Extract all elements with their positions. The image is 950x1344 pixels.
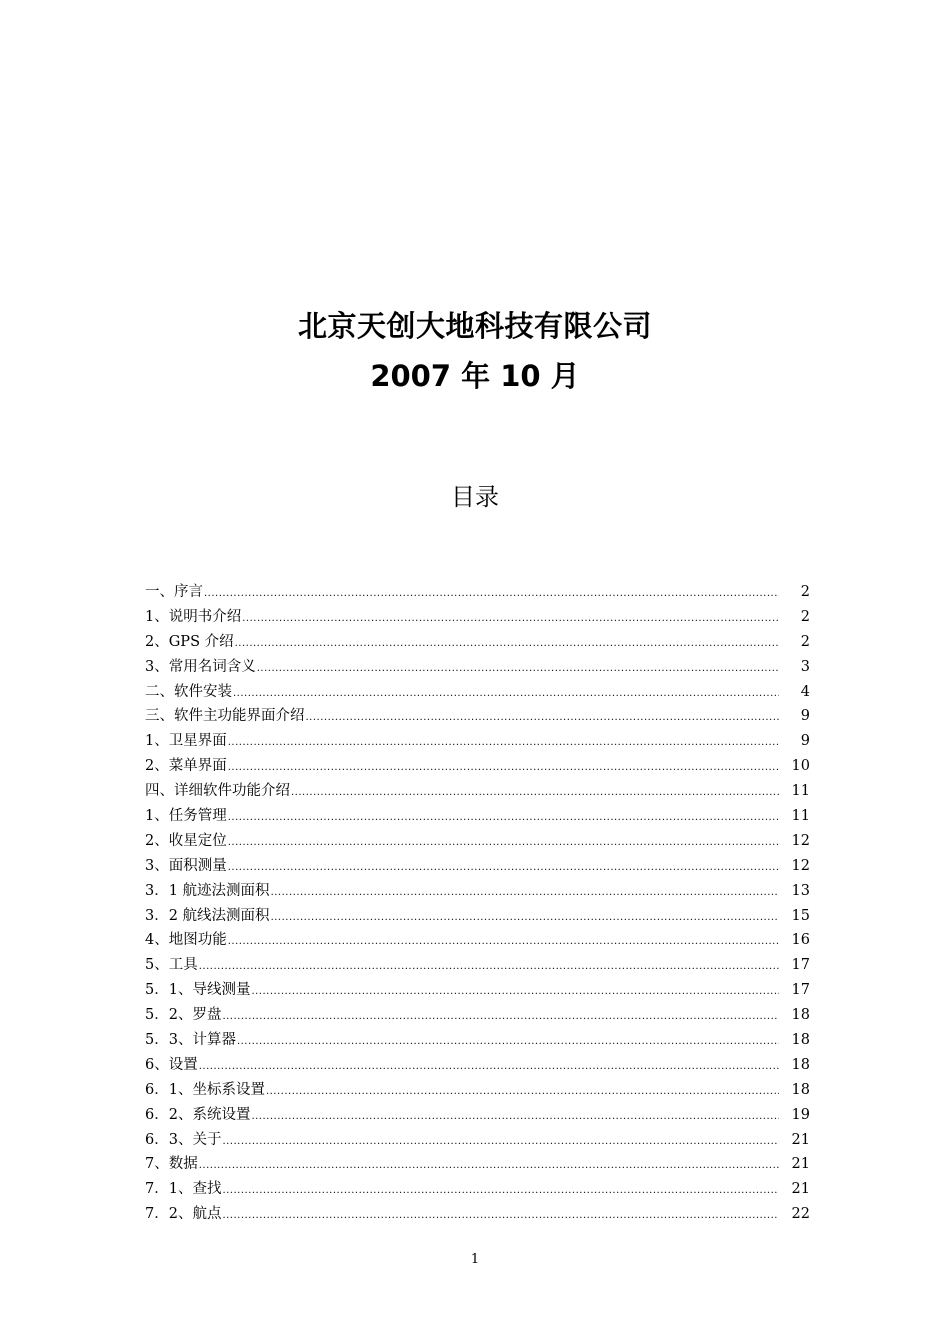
toc-dot-leader [228,806,779,831]
toc-entry-page: 2 [800,584,810,600]
toc-dot-leader [242,607,779,632]
toc-entry[interactable] [145,1128,810,1153]
toc-entry-page: 17 [791,982,810,999]
toc-entry-page: 15 [791,907,810,924]
toc-title: 目录 [451,483,499,511]
toc-entry-page: 9 [800,733,810,750]
toc-dot-leader [204,582,779,607]
toc-dot-leader [306,706,780,731]
toc-entry[interactable] [145,854,810,879]
toc-entry[interactable] [145,580,810,605]
toc-dot-leader [266,1080,779,1105]
toc-entry-page: 18 [791,1056,810,1073]
publication-date: 2007 年 10 月 [370,359,580,393]
toc-entry-page: 21 [791,1131,810,1148]
toc-entry-label: 6．2、系统设置 [145,1106,251,1123]
toc-entry[interactable] [145,804,810,829]
toc-dot-leader [291,781,779,806]
toc-dot-leader [222,1130,779,1155]
toc-dot-leader [199,1154,779,1179]
toc-entry-page: 21 [791,1156,810,1173]
toc-dot-leader [222,1179,779,1204]
toc-entry-page: 18 [791,1007,810,1024]
toc-entry-page: 22 [791,1206,810,1223]
toc-dot-leader [199,955,779,980]
company-name: 北京天创大地科技有限公司 [297,309,652,343]
toc-entry[interactable] [145,1103,810,1128]
toc-entry-page: 11 [791,808,810,825]
toc-entry[interactable] [145,1003,810,1028]
toc-entry-label: 6．1、坐标系设置 [145,1081,265,1098]
toc-entry[interactable] [145,754,810,779]
toc-entry-page: 4 [800,683,810,700]
toc-entry-label: 7．2、航点 [145,1206,222,1223]
toc-entry[interactable] [145,1028,810,1053]
toc-entry-page: 13 [791,882,810,899]
toc-entry[interactable] [145,1078,810,1103]
toc-entry-label: 2、收星定位 [145,832,227,849]
toc-dot-leader [237,1030,779,1055]
toc-entry-label: 1、说明书介绍 [145,608,242,625]
toc-entry[interactable] [145,729,810,754]
toc-entry[interactable] [145,978,810,1003]
toc-entry-page: 9 [800,708,810,725]
toc-entry-label: 3、面积测量 [145,857,227,874]
toc-entry-label: 3．2 航线法测面积 [145,907,270,924]
toc-entry[interactable] [145,1152,810,1177]
toc-entry-label: 5．1、导线测量 [145,982,251,999]
toc-dot-leader [271,906,779,931]
toc-entry-label: 5．3、计算器 [145,1032,236,1049]
toc-entry-label: 3、常用名词含义 [145,658,256,675]
toc-entry-label: 2、GPS 介绍 [145,633,234,650]
toc-entry-page: 17 [791,957,810,974]
toc-entry-label: 5、工具 [145,957,198,974]
toc-entry-label: 4、地图功能 [145,932,227,949]
toc-entry[interactable] [145,879,810,904]
toc-entry[interactable] [145,904,810,929]
toc-dot-leader [251,980,779,1005]
toc-entry-page: 19 [791,1106,810,1123]
toc-entry-label: 7．1、查找 [145,1181,222,1198]
page-number: 1 [470,1252,480,1267]
toc-dot-leader [271,881,779,906]
toc-entry-label: 三、软件主功能界面介绍 [145,708,305,725]
table-of-contents [145,580,810,1227]
toc-entry-label: 6．3、关于 [145,1131,222,1148]
toc-entry-page: 10 [791,758,810,775]
toc-dot-leader [235,632,779,657]
toc-entry[interactable] [145,1177,810,1202]
toc-entry[interactable] [145,953,810,978]
toc-dot-leader [257,657,779,682]
toc-dot-leader [199,1055,779,1080]
toc-dot-leader [228,831,779,856]
toc-entry-page: 2 [800,633,810,650]
toc-entry-label: 1、卫星界面 [145,733,227,750]
toc-entry-label: 1、任务管理 [145,808,227,825]
toc-entry-label: 四、详细软件功能介绍 [145,783,290,800]
toc-dot-leader [233,682,779,707]
toc-entry-page: 18 [791,1032,810,1049]
toc-entry[interactable] [145,1202,810,1227]
toc-dot-leader [222,1005,779,1030]
toc-entry[interactable] [145,829,810,854]
toc-dot-leader [222,1204,779,1229]
toc-entry[interactable] [145,605,810,630]
toc-entry-label: 7、数据 [145,1156,198,1173]
toc-entry-page: 11 [791,783,810,800]
toc-entry-label: 二、软件安装 [145,683,232,700]
toc-entry[interactable] [145,1053,810,1078]
toc-entry-label: 2、菜单界面 [145,758,227,775]
toc-entry[interactable] [145,704,810,729]
toc-entry[interactable] [145,655,810,680]
toc-entry[interactable] [145,779,810,804]
toc-entry[interactable] [145,630,810,655]
toc-entry-page: 16 [791,932,810,949]
toc-entry-label: 6、设置 [145,1056,198,1073]
toc-dot-leader [228,930,779,955]
toc-entry-page: 21 [791,1181,810,1198]
toc-entry[interactable] [145,680,810,705]
toc-entry-page: 12 [791,857,810,874]
toc-entry-page: 3 [800,658,810,675]
toc-entry-page: 12 [791,832,810,849]
toc-entry-label: 一、序言 [145,584,203,600]
toc-entry-label: 5．2、罗盘 [145,1007,222,1024]
toc-dot-leader [251,1105,779,1130]
toc-dot-leader [228,756,779,781]
toc-entry-page: 2 [800,608,810,625]
toc-dot-leader [228,731,779,756]
toc-dot-leader [228,856,779,881]
toc-entry-page: 18 [791,1081,810,1098]
toc-entry-label: 3．1 航迹法测面积 [145,882,270,899]
toc-entry[interactable] [145,928,810,953]
